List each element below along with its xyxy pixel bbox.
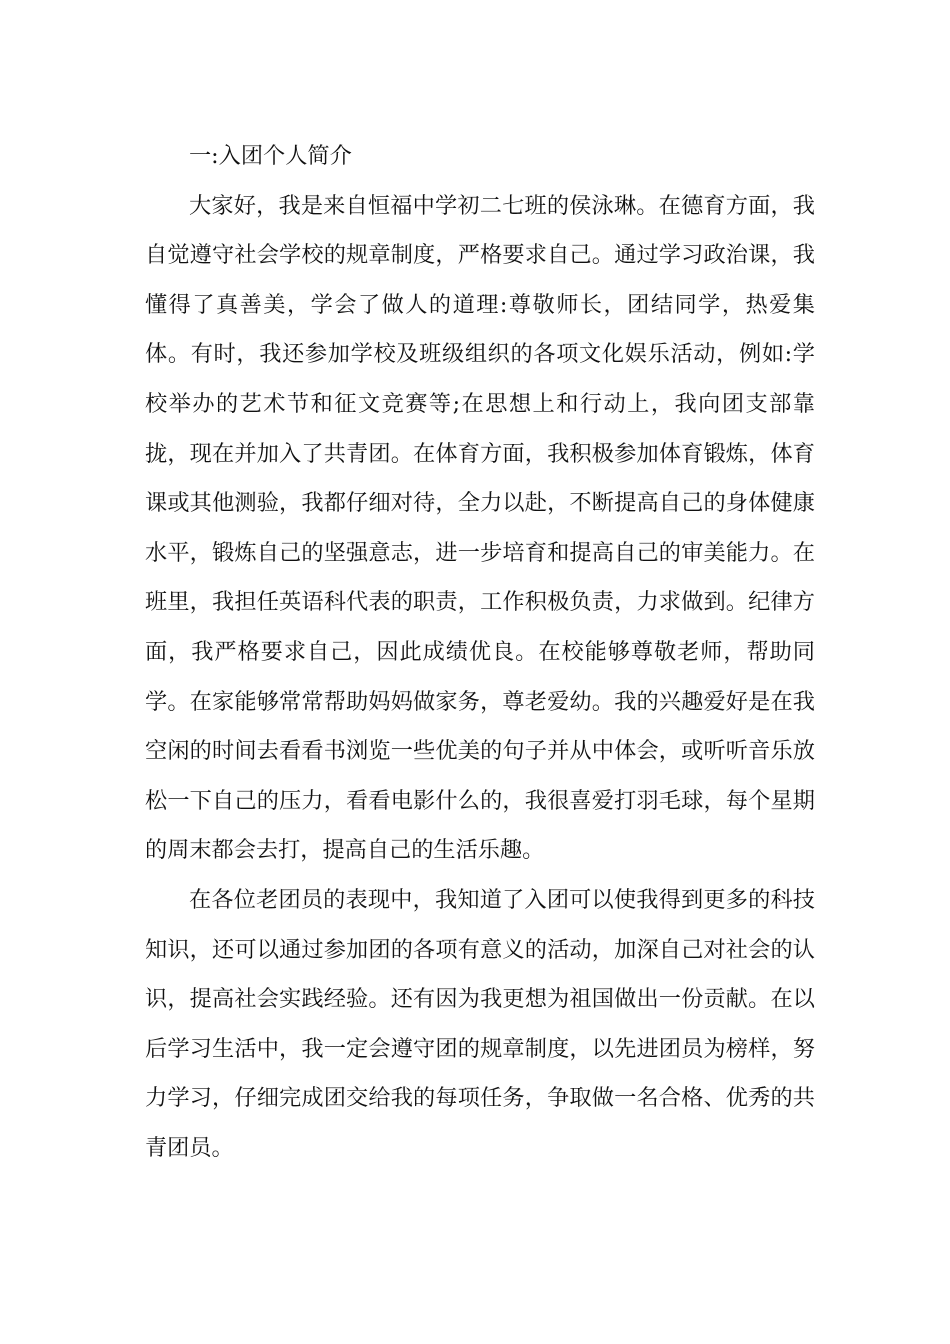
paragraph-self-introduction: 大家好，我是来自恒福中学初二七班的侯泳琳。在德育方面，我自觉遵守社会学校的规章制度，严格要求自己。通过学习政治课，我懂得了真善美，学会了做人的道理:尊敬师长，团结同学，热爱集体。有时，我还参加学校及班级组织的各项文化娱乐活动，例如:学校举办的艺术节和征文竞赛等;在思想上和行动上，我向团支部靠拢，现在并加入了共青团。在体育方面，我积极参加体育锻炼，体育课或其他测验，我都仔细对待，全力以赴，不断提高自己的身体健康水平，锻炼自己的坚强意志，进一步培育和提高自己的审美能力。在班里，我担任英语科代表的职责，工作积极负责，力求做到。纪律方面，我严格要求自己，因此成绩优良。在校能够尊敬老师，帮助同学。在家能够常常帮助妈妈做家务，尊老爱幼。我的兴趣爱好是在我空闲的时间去看看书浏览一些优美的句子并从中体会，或听听音乐放松一下自己的压力，看看电影什么的，我很喜爱打羽毛球，每个星期的周末都会去打，提高自己的生活乐趣。 <box>145 192 815 864</box>
document-body <box>145 132 815 1173</box>
paragraph-motivation: 在各位老团员的表现中，我知道了入团可以使我得到更多的科技知识，还可以通过参加团的各项有意义的活动，加深自己对社会的认识，提高社会实践经验。还有因为我更想为祖国做出一份贡献。在以后学习生活中，我一定会遵守团的规章制度，以先进团员为榜样，努力学习，仔细完成团交给我的每项任务，争取做一名合格、优秀的共青团员。 <box>145 886 815 1161</box>
section-heading: 一:入团个人简介 <box>189 143 352 169</box>
